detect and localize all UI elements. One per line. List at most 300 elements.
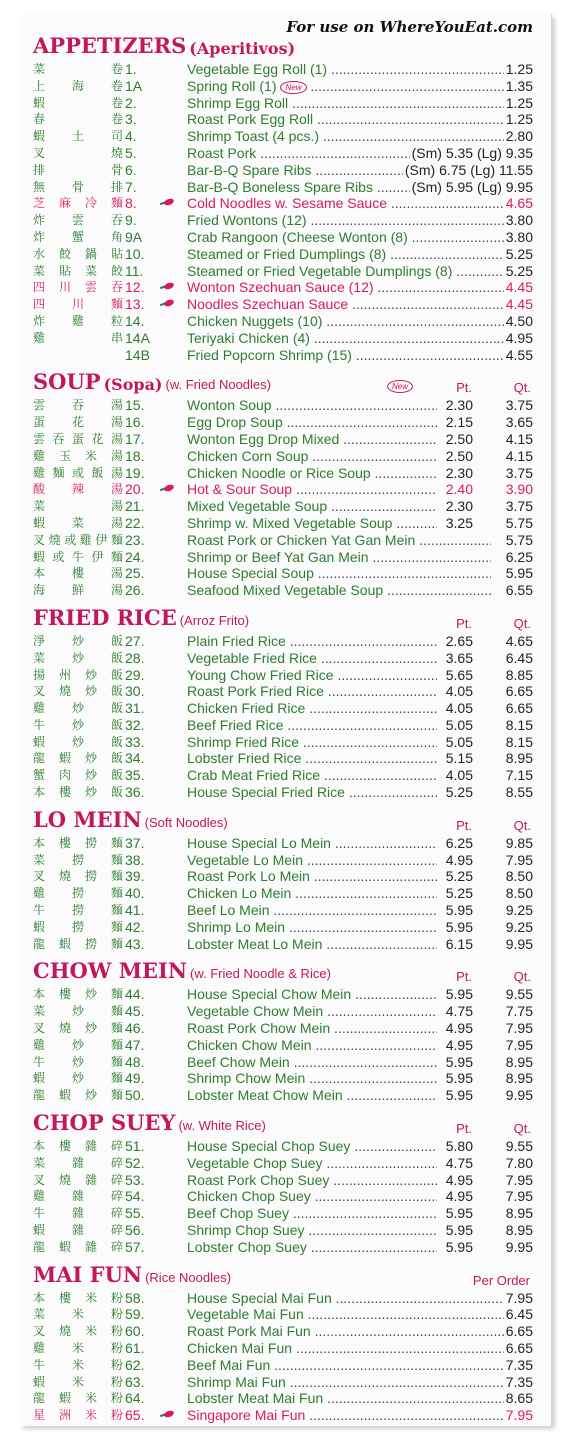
item-name: Lobster Meat Chow Mein ..... [187, 1087, 441, 1104]
price-quart: 7.95 [493, 852, 533, 869]
menu-item[interactable] [33, 549, 533, 566]
chinese-name: 本 樓 撈 麵 [33, 835, 123, 850]
item-number: 48. [125, 1053, 145, 1070]
item-name: House Special Mai Fun ..... [187, 1290, 533, 1307]
chinese-name: 叉 燒 米 粉 [33, 1324, 123, 1339]
item-name: Roast Pork Lo Mein ..... [187, 868, 441, 885]
chinese-name: 蝦 土 司 [33, 129, 123, 144]
item-name: Shrimp Mai Fun ..... [187, 1374, 533, 1391]
price-pint: 5.95 [437, 986, 473, 1003]
item-name: Teriyaki Chicken (4) ..... [187, 330, 533, 347]
item-name: Roast Pork Mai Fun ..... [187, 1323, 533, 1340]
price-pint: 2.30 [437, 397, 473, 414]
item-name: Fried Popcorn Shrimp (15) ..... [187, 347, 533, 364]
chinese-name: 排 骨 [33, 162, 123, 177]
menu-item[interactable] [33, 1340, 533, 1357]
column-header-pint: Pt. [456, 969, 472, 985]
item-number: 31. [125, 700, 145, 717]
item-name: Lobster Meat Mai Fun ..... [187, 1390, 533, 1407]
item-name: Chicken Noodle or Rice Soup ..... [187, 465, 441, 482]
price-quart: 6.45 [493, 650, 533, 667]
chinese-name: 叉燒或雞伊麵 [33, 532, 123, 547]
item-name: Egg Drop Soup ..... [187, 414, 441, 431]
menu-item[interactable] [33, 582, 533, 599]
item-name: Shrimp or Beef Yat Gan Mein ..... [187, 549, 491, 566]
menu-item[interactable] [33, 565, 533, 582]
item-number: 16. [125, 414, 145, 431]
menu-item[interactable] [33, 885, 533, 902]
item-name: Vegetable Fried Rice ..... [187, 650, 441, 667]
price-pint: 6.25 [437, 835, 473, 852]
chinese-name: 菜 炒 麵 [33, 1004, 123, 1019]
price-quart: 4.65 [493, 633, 533, 650]
item-number: 45. [125, 1003, 145, 1020]
price-pint: 2.50 [437, 431, 473, 448]
price-quart: 6.65 [493, 683, 533, 700]
item-number: 52. [125, 1154, 145, 1171]
item-number: 9A [125, 228, 143, 245]
price-pint: 5.05 [437, 717, 473, 734]
item-name: Chicken Corn Soup ..... [187, 448, 441, 465]
menu-item[interactable] [33, 667, 533, 684]
item-name: Lobster Meat Lo Mein ..... [187, 936, 441, 953]
item-number: 34. [125, 750, 145, 767]
column-header-pint: Pt. [456, 817, 472, 833]
menu-item[interactable] [33, 1188, 533, 1205]
menu-item[interactable] [33, 717, 533, 734]
chinese-name: 菜 米 粉 [33, 1307, 123, 1322]
price: 4.45 [505, 296, 533, 313]
menu-item[interactable] [33, 1087, 533, 1104]
item-number: 42. [125, 918, 145, 935]
chinese-name: 叉 燒 雜 碎 [33, 1172, 123, 1187]
item-number: 58. [125, 1289, 145, 1306]
price-pint: 5.95 [437, 902, 473, 919]
item-number: 7. [125, 178, 137, 195]
menu-item[interactable] [33, 1037, 533, 1054]
menu-item[interactable] [33, 128, 533, 145]
chinese-name: 四 川 麵 [33, 297, 123, 312]
chinese-name: 雞麵或飯湯 [33, 465, 123, 480]
chinese-name: 菜 湯 [33, 499, 123, 514]
item-name: Chicken Lo Mein ..... [187, 885, 441, 902]
menu-item[interactable] [33, 330, 533, 347]
item-number: 3. [125, 111, 137, 128]
menu-item[interactable] [33, 852, 533, 869]
item-name: Vegetable Mai Fun ..... [187, 1306, 533, 1323]
price-quart: 3.90 [493, 481, 533, 498]
price-quart: 9.55 [493, 986, 533, 1003]
chinese-name: 牛 雜 碎 [33, 1206, 123, 1221]
item-number: 20. [125, 481, 145, 498]
item-name: Vegetable Lo Mein ..... [187, 852, 441, 869]
price-pint: 4.95 [437, 1037, 473, 1054]
menu-item[interactable] [33, 767, 533, 784]
column-header-quart: Qt. [513, 817, 531, 833]
menu-item[interactable] [33, 1374, 533, 1391]
chinese-name: 菜 撈 麵 [33, 852, 123, 867]
menu-item[interactable] [33, 1357, 533, 1374]
banner-text: For use on WhereYouEat.com [286, 18, 533, 36]
chinese-name: 蟹 肉 炒 飯 [33, 768, 123, 783]
section-header-appetizers [33, 33, 533, 61]
item-name: Spring Roll (1) New ..... [187, 78, 533, 95]
section-title: CHOW MEIN [33, 958, 188, 984]
section-title: CHOP SUEY [33, 1110, 176, 1136]
menu-item[interactable] [33, 633, 533, 650]
item-number: 27. [125, 632, 145, 649]
chinese-name: 雞 米 粉 [33, 1341, 123, 1355]
item-number: 9. [125, 212, 137, 229]
menu-item[interactable] [33, 195, 533, 212]
price-pint: 5.95 [437, 1239, 473, 1256]
price-pint: 4.95 [437, 852, 473, 869]
section-title: SOUP [33, 369, 101, 395]
price-pint: 4.95 [437, 1172, 473, 1189]
chinese-name: 蝦 炒 飯 [33, 734, 123, 749]
item-name: Chicken Mai Fun ..... [187, 1340, 533, 1357]
chinese-name: 雞 撈 麵 [33, 886, 123, 901]
menu-item[interactable] [33, 734, 533, 751]
chinese-name: 雲 吞 湯 [33, 398, 123, 413]
price-quart: 7.95 [493, 1188, 533, 1205]
item-number: 56. [125, 1222, 145, 1239]
chinese-name: 春 卷 [33, 112, 123, 127]
section-note: (Rice Noodles) [145, 1269, 232, 1285]
section-title: LO MEIN [33, 806, 142, 832]
item-name: Shrimp Lo Mein ..... [187, 919, 441, 936]
chinese-name: 本 樓 炒 飯 [33, 785, 123, 800]
item-number: 21. [125, 498, 145, 515]
menu-item[interactable] [33, 212, 533, 229]
price-pint: 3.65 [437, 650, 473, 667]
item-number: 14B [125, 346, 150, 363]
column-header-pint: Pt. [456, 615, 472, 631]
item-number: 41. [125, 902, 145, 919]
item-name: Beef Chow Mein ..... [187, 1054, 441, 1071]
chinese-name: 雞 炒 麵 [33, 1037, 123, 1052]
item-number: 1. [125, 61, 137, 77]
chinese-name: 星 洲 米 粉 [33, 1408, 123, 1423]
chinese-name: 蝦 卷 [33, 95, 123, 110]
section-items-chow-mein [33, 986, 533, 1104]
menu-item[interactable] [33, 650, 533, 667]
menu-item[interactable] [33, 1222, 533, 1239]
menu-item[interactable] [33, 1390, 533, 1407]
section-header-fried-rice [33, 605, 533, 633]
price-quart: 3.65 [493, 414, 533, 431]
menu-item[interactable] [33, 936, 533, 953]
menu-item[interactable] [33, 919, 533, 936]
chinese-name: 蝦 米 粉 [33, 1374, 123, 1389]
chinese-name: 雞 串 [33, 330, 123, 345]
item-number: 53. [125, 1171, 145, 1188]
chinese-name: 上 海 卷 [33, 78, 123, 93]
price: 8.65 [505, 1390, 533, 1407]
item-name: Wonton Szechuan Sauce (12) ..... [187, 279, 533, 296]
chinese-name: 牛 米 粉 [33, 1357, 123, 1372]
price: (Sm) 5.35 (Lg) 9.35 [411, 144, 533, 161]
menu-item[interactable] [33, 835, 533, 852]
chinese-name: 本 樓 雜 碎 [33, 1139, 123, 1154]
item-name: Vegetable Egg Roll (1) ..... [187, 61, 533, 78]
menu-item[interactable] [33, 1290, 533, 1307]
menu-item[interactable] [33, 1239, 533, 1256]
item-number: 39. [125, 868, 145, 885]
chinese-name: 炸 雲 吞 [33, 213, 123, 228]
chinese-name: 牛 撈 麵 [33, 903, 123, 918]
item-number: 47. [125, 1036, 145, 1053]
price-quart: 8.15 [493, 717, 533, 734]
item-name: Chicken Fried Rice ..... [187, 700, 441, 717]
item-name: Beef Fried Rice ..... [187, 717, 441, 734]
item-name: Young Chow Fried Rice ..... [187, 667, 441, 684]
menu-item[interactable] [33, 986, 533, 1003]
item-name: Shrimp Toast (4 pcs.) ..... [187, 128, 533, 145]
item-number: 63. [125, 1373, 145, 1390]
menu-item[interactable] [33, 481, 533, 498]
item-number: 33. [125, 733, 145, 750]
section-items-lo-mein [33, 835, 533, 953]
menu-item[interactable] [33, 1155, 533, 1172]
price-quart: 9.95 [493, 936, 533, 953]
chinese-name: 蝦 菜 湯 [33, 515, 123, 530]
menu-item[interactable] [33, 750, 533, 767]
price: 4.45 [505, 279, 533, 296]
menu-item[interactable] [33, 1306, 533, 1323]
item-name: House Special Chop Suey ..... [187, 1138, 441, 1155]
menu-item[interactable] [33, 61, 533, 78]
price: 1.25 [505, 111, 533, 128]
menu-item[interactable] [33, 414, 533, 431]
price-pint: 5.95 [437, 1205, 473, 1222]
item-number: 25. [125, 565, 145, 582]
item-name: Plain Fried Rice ..... [187, 633, 441, 650]
price: 7.35 [505, 1356, 533, 1373]
price-pint: 4.95 [437, 1188, 473, 1205]
chinese-name: 本 樓 炒 麵 [33, 987, 123, 1002]
item-name: House Special Chow Mein ..... [187, 986, 441, 1003]
item-name: Hot & Sour Soup ..... [187, 481, 441, 498]
price: 4.95 [505, 329, 533, 346]
chinese-name: 芝 麻 冷 麵 [33, 196, 123, 211]
price-pint: 5.95 [437, 1222, 473, 1239]
menu-item[interactable] [33, 313, 533, 330]
menu-item[interactable] [33, 1003, 533, 1020]
price-pint: 2.65 [437, 633, 473, 650]
item-number: 35. [125, 767, 145, 784]
chinese-name: 炸 蟹 角 [33, 229, 123, 244]
price-pint: 5.95 [437, 1087, 473, 1104]
menu-item[interactable] [33, 784, 533, 801]
chinese-name: 龍 蝦 雜 碎 [33, 1239, 123, 1254]
section-header-mai-fun [33, 1262, 533, 1290]
price: (Sm) 6.75 (Lg) 11.55 [404, 161, 533, 178]
chinese-name: 無 骨 排 [33, 179, 123, 194]
item-name: Roast Pork ..... [187, 145, 533, 162]
new-badge: New [387, 380, 413, 393]
menu-item[interactable] [33, 498, 533, 515]
item-number: 22. [125, 514, 145, 531]
item-number: 11. [125, 262, 144, 279]
section-note: (w. White Rice) [178, 1118, 266, 1134]
chinese-name: 水 餃 鍋 貼 [33, 246, 123, 261]
price-quart: 9.95 [493, 1087, 533, 1104]
item-name: Chicken Chow Mein ..... [187, 1037, 441, 1054]
price-quart: 6.65 [493, 700, 533, 717]
menu-item[interactable] [33, 1070, 533, 1087]
menu-item[interactable] [33, 448, 533, 465]
price-quart: 5.75 [493, 515, 533, 532]
price-pint: 2.40 [437, 481, 473, 498]
price-quart: 8.50 [493, 885, 533, 902]
menu-item[interactable] [33, 1054, 533, 1071]
item-name: Lobster Fried Rice ..... [187, 750, 441, 767]
price-quart: 8.15 [493, 734, 533, 751]
column-header-pint: Pt. [456, 380, 472, 396]
menu-item[interactable] [33, 1172, 533, 1189]
chinese-name: 龍 蝦 炒 麵 [33, 1088, 123, 1103]
price-quart: 9.25 [493, 902, 533, 919]
price-pint: 5.25 [437, 885, 473, 902]
menu-item[interactable] [33, 683, 533, 700]
chinese-name: 海 鮮 湯 [33, 583, 123, 598]
menu-item[interactable] [33, 1323, 533, 1340]
menu-item[interactable] [33, 111, 533, 128]
chinese-name: 龍 蝦 炒 飯 [33, 751, 123, 766]
chinese-name: 菜 炒 飯 [33, 650, 123, 665]
price-pint: 5.95 [437, 919, 473, 936]
menu-item[interactable] [33, 162, 533, 179]
menu-item[interactable] [33, 95, 533, 112]
item-number: 8. [125, 195, 137, 212]
menu-item[interactable] [33, 179, 533, 196]
price-quart: 7.15 [493, 767, 533, 784]
chinese-name: 雲吞蛋花湯 [33, 431, 123, 446]
chinese-name: 叉 燒 炒 麵 [33, 1021, 123, 1036]
menu-item[interactable] [33, 246, 533, 263]
menu-item[interactable] [33, 1138, 533, 1155]
item-name: Mixed Vegetable Soup ..... [187, 498, 441, 515]
price-quart: 8.95 [493, 1205, 533, 1222]
menu-item[interactable] [33, 868, 533, 885]
price-quart: 7.95 [493, 1020, 533, 1037]
price-quart: 3.75 [493, 465, 533, 482]
price-quart: 7.95 [493, 1037, 533, 1054]
chinese-name: 菜 卷 [33, 62, 123, 76]
price: 6.65 [505, 1323, 533, 1340]
chinese-name: 菜 貼 菜 餃 [33, 263, 123, 278]
item-number: 26. [125, 582, 145, 599]
menu-item[interactable] [33, 78, 533, 95]
menu-item[interactable] [33, 397, 533, 414]
chinese-name: 蝦 炒 麵 [33, 1071, 123, 1086]
item-number: 37. [125, 834, 145, 851]
menu-item[interactable] [33, 145, 533, 162]
menu-item[interactable] [33, 515, 533, 532]
chinese-name: 本 樓 米 粉 [33, 1290, 123, 1305]
item-number: 49. [125, 1070, 145, 1087]
price-quart: 5.75 [493, 532, 533, 549]
menu-body [33, 33, 533, 1430]
menu-item[interactable] [33, 1407, 533, 1424]
price-quart: 8.95 [493, 750, 533, 767]
item-name: Vegetable Chow Mein ..... [187, 1003, 441, 1020]
item-number: 32. [125, 716, 145, 733]
chinese-name: 雞 玉 米 湯 [33, 448, 123, 463]
price-pint: 4.05 [437, 683, 473, 700]
chinese-name: 蝦 雜 碎 [33, 1223, 123, 1238]
menu-item[interactable] [33, 1205, 533, 1222]
item-name: House Special Lo Mein ..... [187, 835, 441, 852]
item-name: Bar-B-Q Boneless Spare Ribs ..... [187, 179, 533, 196]
price: 6.45 [505, 1306, 533, 1323]
price: 3.80 [505, 212, 533, 229]
item-name: Roast Pork or Chicken Yat Gan Mein ..... [187, 532, 491, 549]
price-quart: 3.75 [493, 498, 533, 515]
item-name: House Special Soup ..... [187, 565, 491, 582]
column-header-quart: Qt. [513, 969, 531, 985]
item-number: 43. [125, 935, 145, 952]
price-quart: 9.55 [493, 1138, 533, 1155]
item-name: Vegetable Chop Suey ..... [187, 1155, 441, 1172]
chinese-name: 龍 蝦 米 粉 [33, 1391, 123, 1406]
item-number: 5. [125, 144, 137, 161]
menu-item[interactable] [33, 347, 533, 364]
item-name: Chicken Chop Suey ..... [187, 1188, 441, 1205]
item-name: Wonton Egg Drop Mixed ..... [187, 431, 441, 448]
item-name: Roast Pork Chow Mein ..... [187, 1020, 441, 1037]
price-quart: 7.75 [493, 1003, 533, 1020]
item-name: Crab Rangoon (Cheese Wonton (8) ..... [187, 229, 533, 246]
item-name: Shrimp Chow Mein ..... [187, 1070, 441, 1087]
item-number: 29. [125, 666, 145, 683]
item-name: Roast Pork Chop Suey ..... [187, 1172, 441, 1189]
item-number: 17. [125, 430, 145, 447]
menu-item[interactable] [33, 296, 533, 313]
menu-item[interactable] [33, 1020, 533, 1037]
price: 2.80 [505, 128, 533, 145]
menu-item[interactable] [33, 465, 533, 482]
price-pint: 2.30 [437, 465, 473, 482]
item-number: 57. [125, 1238, 145, 1255]
item-number: 4. [125, 128, 137, 145]
price-pint: 5.15 [437, 750, 473, 767]
menu-item[interactable] [33, 700, 533, 717]
menu-item[interactable] [33, 902, 533, 919]
item-name: Roast Pork Egg Roll ..... [187, 111, 533, 128]
menu-item[interactable] [33, 431, 533, 448]
item-number: 38. [125, 851, 145, 868]
section-note: (Arroz Frito) [179, 612, 250, 628]
chinese-name: 叉 燒 撈 麵 [33, 869, 123, 884]
item-number: 13. [125, 296, 145, 313]
menu-item[interactable] [33, 279, 533, 296]
price-quart: 6.55 [493, 582, 533, 599]
section-title: FRIED RICE [33, 604, 177, 630]
chinese-name: 龍 蝦 撈 麵 [33, 936, 123, 951]
menu-item[interactable] [33, 532, 533, 549]
price-quart: 4.15 [493, 448, 533, 465]
item-number: 61. [125, 1340, 145, 1356]
menu-item[interactable] [33, 229, 533, 246]
section-title: MAI FUN [33, 1261, 143, 1287]
price-quart: 7.95 [493, 1172, 533, 1189]
item-name: Steamed or Fried Vegetable Dumplings (8) ..... [187, 263, 533, 280]
item-number: 36. [125, 784, 145, 801]
menu-item[interactable] [33, 263, 533, 280]
section-header-chop-suey [33, 1110, 533, 1138]
